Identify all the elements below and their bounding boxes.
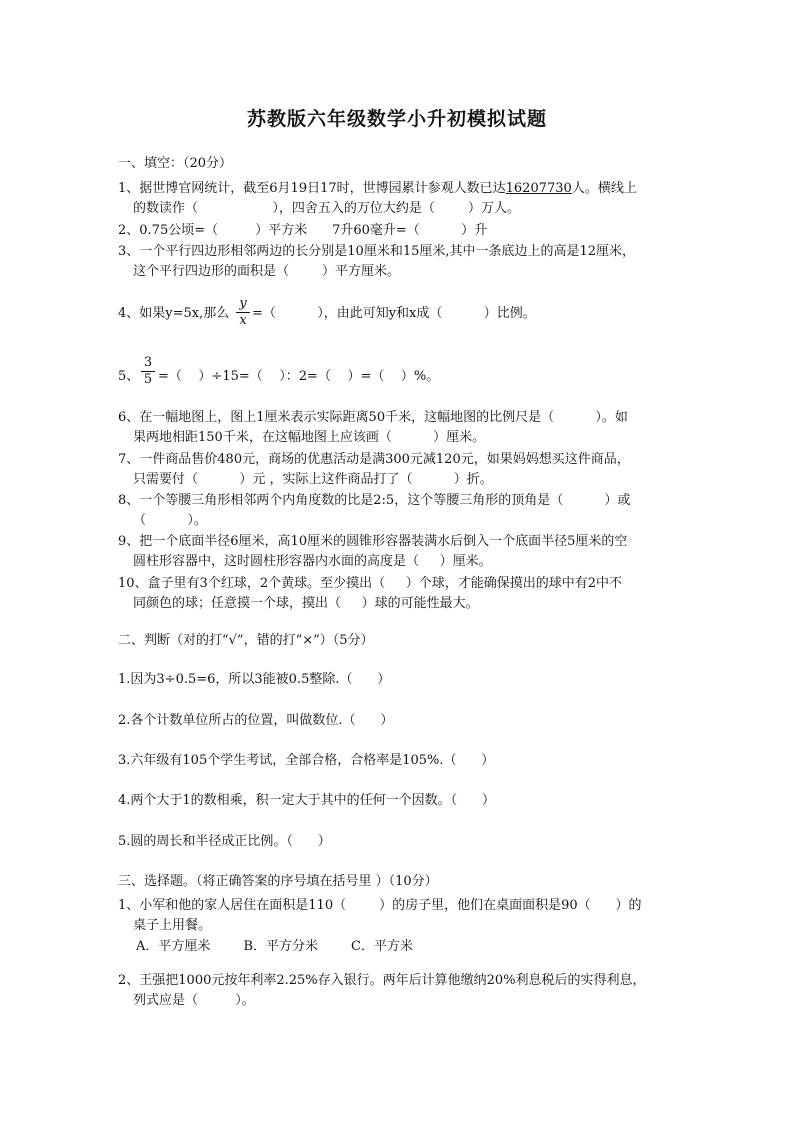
- question-7-line-2: 只需要付（ ）元 ，实际上这件商品打了（ ）折。: [133, 472, 493, 487]
- q1-underlined-number: 16207730: [505, 181, 572, 196]
- question-8-line-1: 8、一个等腰三角形相邻两个内角度数的比是2:5，这个等腰三角形的顶角是（ ）或: [118, 493, 631, 508]
- question-2: 2、0.75公顷=（ ）平方米 7升60毫升=（ ）升: [118, 223, 488, 238]
- question-10-line-1: 10、盒子里有3个红球，2个黄球。至少摸出（ ）个球，才能确保摸出的球中有2中不: [118, 576, 623, 591]
- question-8-line-2: （ ）。: [133, 513, 207, 528]
- question-10-line-2: 同颜色的球；任意摸一个球，摸出（ ）球的可能性最大。: [133, 596, 479, 611]
- question-4-suffix: =（ ），由此可知y和x成（ ）比例。: [252, 306, 536, 321]
- section1-heading: 一、填空：（20分）: [118, 156, 233, 171]
- question-1-line-2: 的数读作（ ），四舍五入的万位大约是（ ）万人。: [133, 201, 520, 216]
- question-6-line-2: 果两地相距150千米，在这幅地图上应该画（ ）厘米。: [133, 430, 486, 445]
- choice-question-2-line-1: 2、王强把1000元按年利率2.25%存入银行。两年后计算他缴纳20%利息税后的实得利息，: [118, 973, 646, 988]
- q5-fraction-numerator: 3: [141, 356, 155, 372]
- question-9-line-1: 9、把一个底面半径6厘米，高10厘米的圆锥形容器装满水后倒入一个底面半径5厘米的空: [118, 534, 628, 549]
- question-5-fraction: [141, 356, 155, 387]
- q4-fraction-numerator: y: [236, 297, 250, 313]
- question-3-line-2: 这个平行四边形的面积是（ ）平方厘米。: [133, 264, 401, 279]
- question-3-line-1: 3、一个平行四边形相邻两边的长分别是10厘米和15厘米,其中一条底边上的高是12厘米，: [118, 244, 636, 259]
- choice-question-1-line-1: 1、小军和他的家人居住在面积是110（ ）的房子里，他们在桌面面积是90（ ）的: [118, 898, 642, 913]
- question-5-prefix: 5、: [118, 369, 140, 384]
- choice-question-1-line-2: 桌子上用餐。: [133, 918, 212, 933]
- question-1-line-1: [118, 179, 698, 199]
- section2-heading: 二、判断（对的打“√”，错的打“×”）（5分）: [118, 633, 374, 648]
- question-4-fraction: [236, 297, 250, 328]
- question-7-line-1: 7、一件商品售价480元，商场的优惠活动是满300元减120元，如果妈妈想买这件商品，: [118, 452, 630, 467]
- q1-text-b: 人。横线上: [571, 181, 637, 196]
- page-title: 苏教版六年级数学小升初模拟试题: [246, 108, 547, 130]
- q1-text-a: 1、据世博官网统计，截至6月19日17时，世博园累计参观人数已达: [118, 181, 506, 196]
- question-6-line-1: 6、在一幅地图上，图上1厘米表示实际距离50千米，这幅地图的比例尺是（ ）。如: [118, 410, 628, 425]
- section3-heading: 三、选择题。（将正确答案的序号填在括号里 ）（10分）: [118, 874, 438, 889]
- question-4-prefix: 4、如果y=5x,那么: [118, 306, 230, 321]
- choice-question-1-options: A．平方厘米 B．平方分米 C．平方米: [136, 939, 414, 954]
- question-9-line-2: 圆柱形容器中，这时圆柱形容器内水面的高度是（ ）厘米。: [133, 554, 492, 569]
- question-5-suffix: =（ ）÷15=（ ）：2=（ ）=（ ）%。: [158, 369, 440, 384]
- judgement-item-5: 5.圆的周长和半径成正比例。（ ）: [118, 834, 331, 849]
- judgement-item-2: 2.各个计数单位所占的位置，叫做数位.（ ）: [118, 713, 394, 728]
- judgement-item-4: 4.两个大于1的数相乘，积一定大于其中的任何一个因数。（ ）: [118, 793, 495, 808]
- q5-fraction-denominator: 5: [143, 372, 153, 387]
- judgement-item-1: 1.因为3÷0.5=6，所以3能被0.5整除.（ ）: [118, 672, 391, 687]
- q4-fraction-denominator: x: [239, 313, 247, 328]
- choice-question-2-line-2: 列式应是（ ）。: [133, 993, 255, 1008]
- judgement-item-3: 3.六年级有105个学生考试，全部合格，合格率是105%.（ ）: [118, 753, 495, 768]
